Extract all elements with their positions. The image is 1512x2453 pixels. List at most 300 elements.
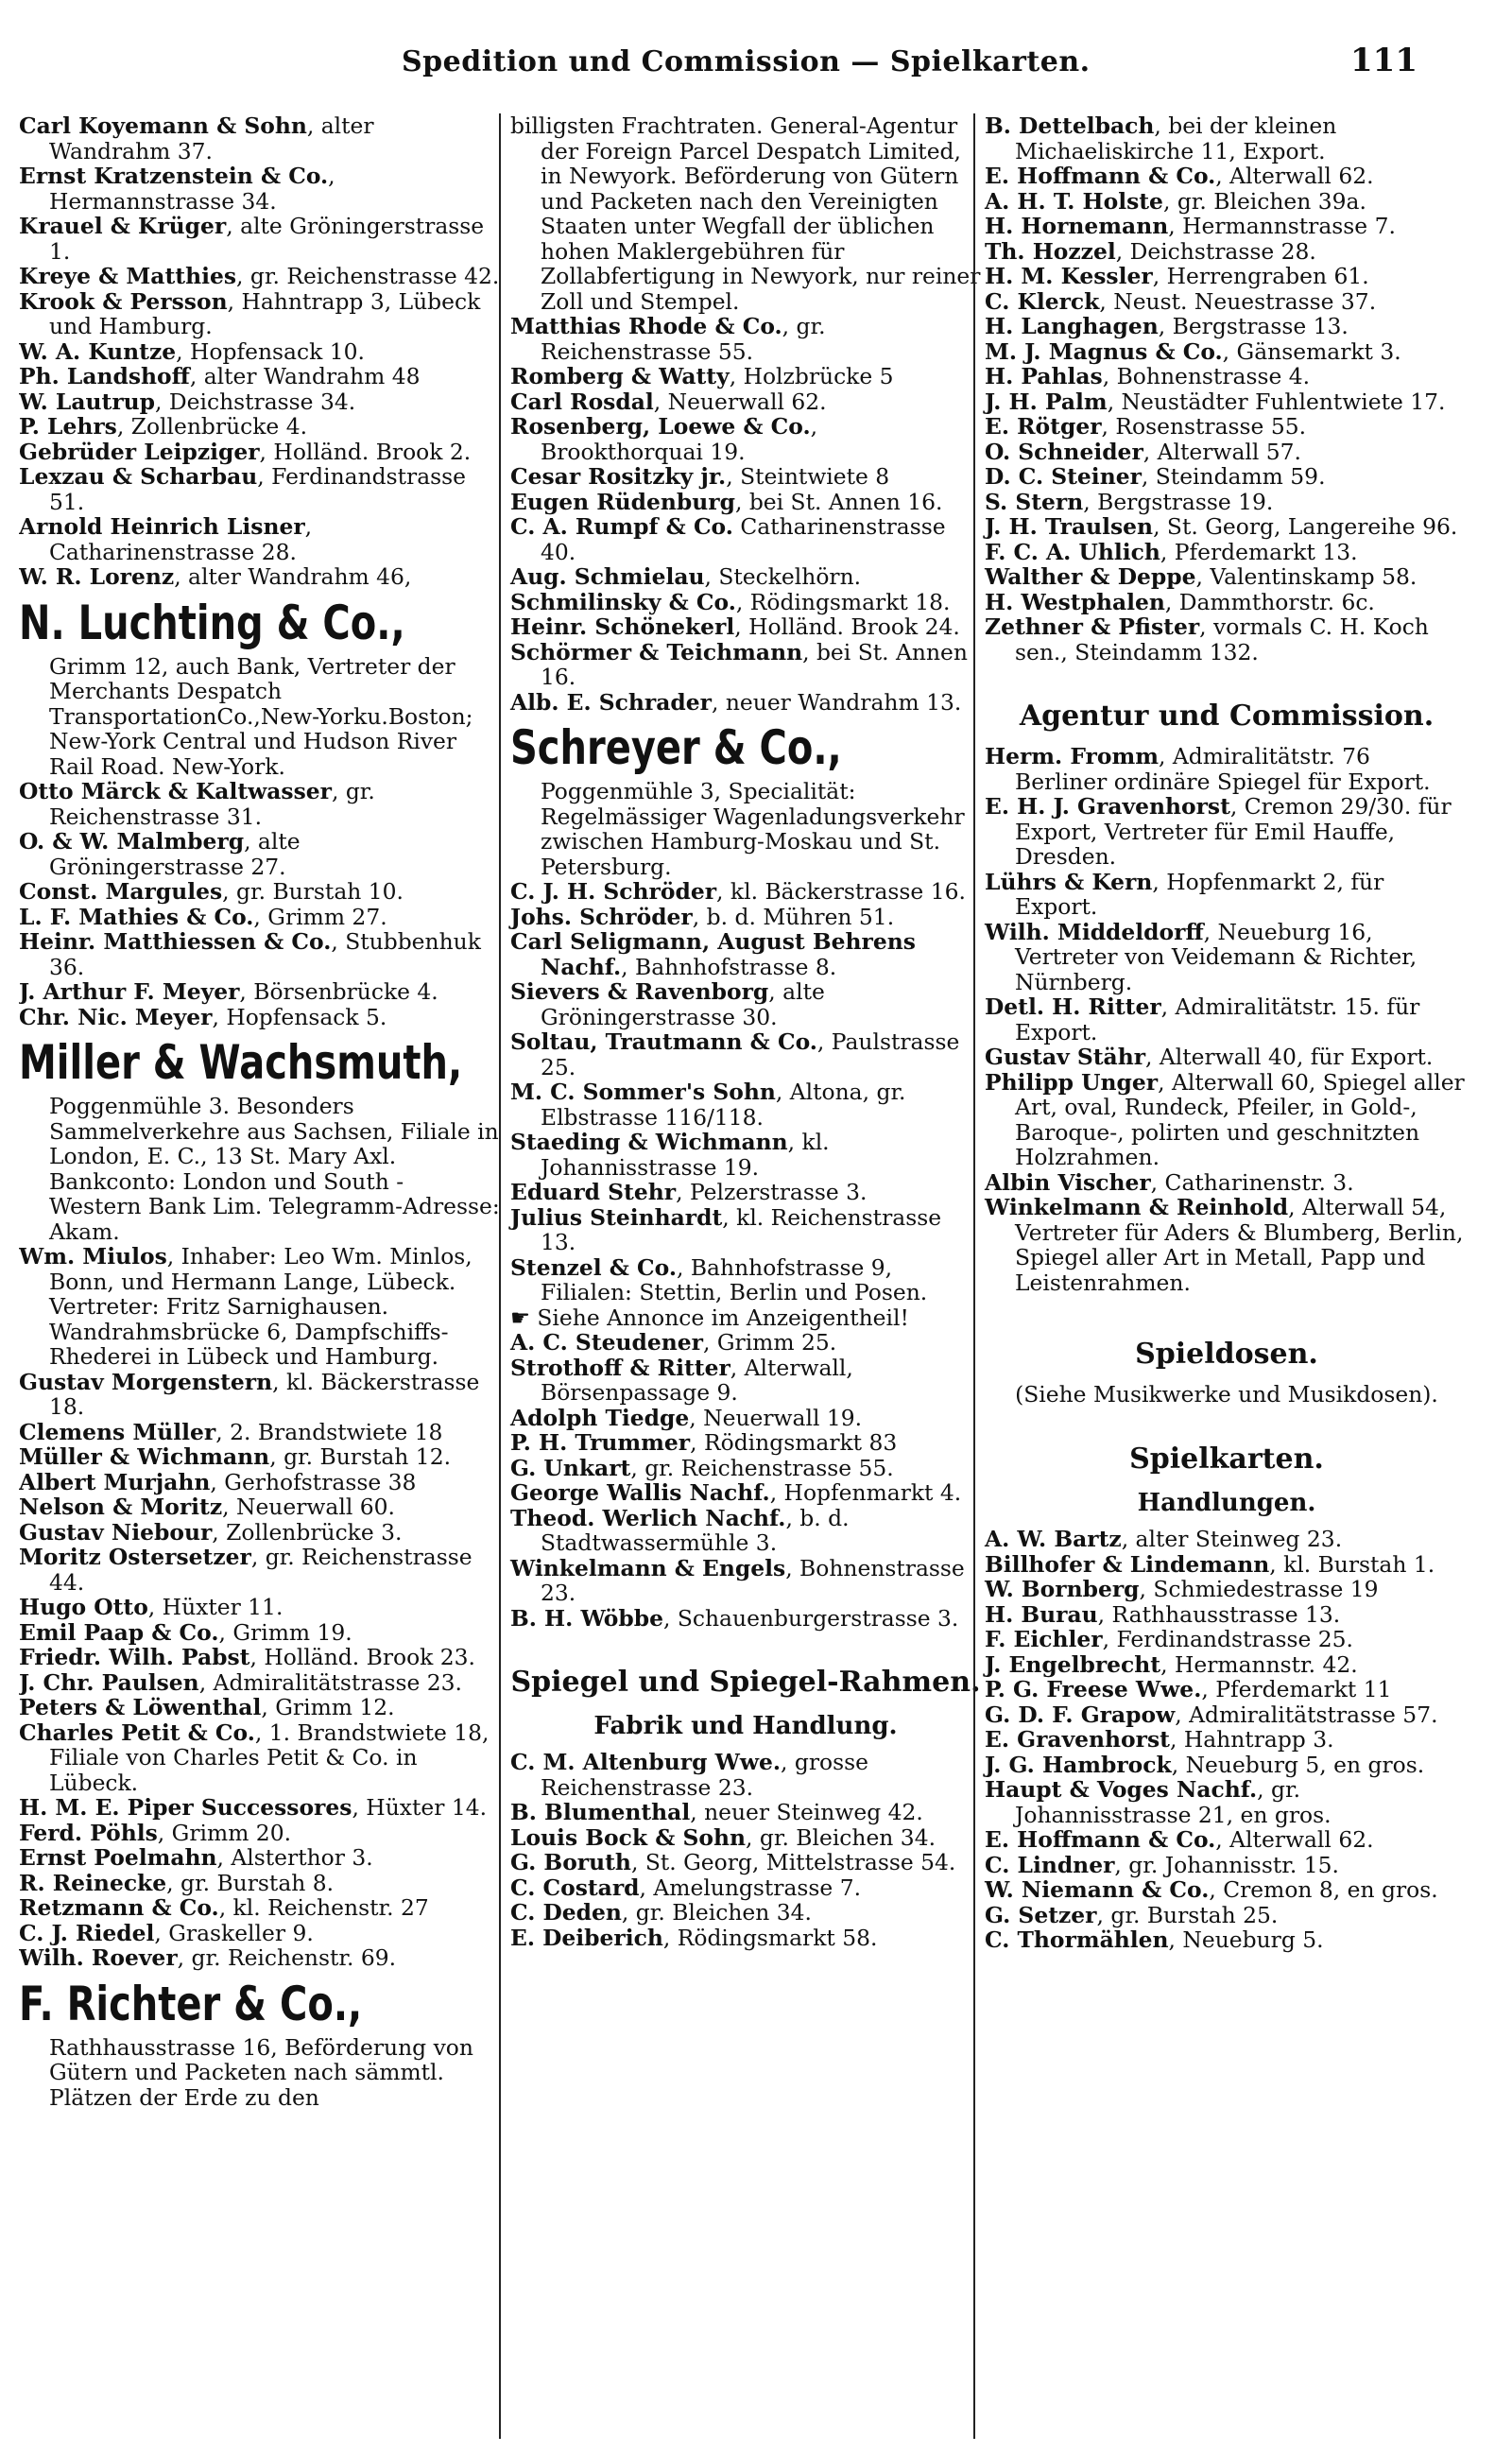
display-company-name: Miller & Wachsmuth, xyxy=(19,1035,463,1090)
entry-address: , gr. Burstah 8. xyxy=(166,1869,335,1896)
directory-entry xyxy=(985,464,1469,490)
entry-address: , Bohnenstrasse 4. xyxy=(1102,363,1311,389)
entry-name: Julius Steinhardt xyxy=(510,1203,723,1231)
entry-name: Emil Paap & Co. xyxy=(19,1618,219,1646)
entry-name: Carl Koyemann & Sohn xyxy=(19,113,307,139)
directory-entry xyxy=(19,829,501,879)
entry-name: E. Hoffmann & Co. xyxy=(985,1826,1216,1853)
directory-entry xyxy=(985,289,1469,315)
entry-address: , Zollenbrücke 3. xyxy=(212,1518,403,1546)
entry-address: , Neuerwall 62. xyxy=(653,388,827,415)
directory-entry xyxy=(19,1444,501,1470)
entry-address: , alte Gröningerstrasse 30. xyxy=(541,978,825,1030)
entry-name: Wm. Miulos xyxy=(19,1243,167,1270)
entry-address: , Graskeller 9. xyxy=(154,1919,314,1946)
entry-name: Carl Rosdal xyxy=(510,388,654,415)
directory-entry xyxy=(510,1556,981,1606)
entry-address: , gr. Bleichen 34. xyxy=(745,1823,936,1851)
directory-entry xyxy=(19,1494,501,1520)
entry-name: W. Lautrup xyxy=(19,388,156,415)
directory-entry xyxy=(985,1927,1469,1953)
entry-name: Gustav Niebour xyxy=(19,1518,213,1546)
entry-address: , gr. Burstah 12. xyxy=(269,1443,452,1470)
directory-entry xyxy=(985,1727,1469,1753)
entry-name: J. Engelbrecht xyxy=(985,1650,1161,1678)
directory-entry xyxy=(510,113,981,314)
entry-name: S. Stern xyxy=(985,488,1084,515)
directory-entry xyxy=(19,364,501,389)
entry-name: P. G. Freese Wwe. xyxy=(985,1676,1202,1702)
entry-name: Otto Märck & Kaltwasser xyxy=(19,778,332,804)
directory-entry xyxy=(510,564,981,590)
directory-entry xyxy=(510,1356,981,1406)
entry-address: , Ferdinandstrasse 25. xyxy=(1102,1626,1353,1652)
display-company-name: Schreyer & Co., xyxy=(510,720,842,775)
entry-name: F. Eichler xyxy=(985,1626,1103,1652)
directory-entry xyxy=(985,364,1469,389)
directory-entry xyxy=(19,1921,501,1946)
directory-entry xyxy=(19,464,501,514)
entry-address: , Admiralitätstrasse 23. xyxy=(198,1668,462,1696)
entry-name: Ernst Kratzenstein & Co. xyxy=(19,163,329,189)
display-company-description: Rathhausstrasse 16, Beförderung von Gütern und Packeten nach sämmtl. Plätzen der Erde zu den xyxy=(49,2033,473,2111)
entry-name: Winkelmann & Reinhold xyxy=(985,1194,1289,1220)
entry-name: E. Gravenhorst xyxy=(985,1726,1170,1753)
entry-name: W. R. Lorenz xyxy=(19,563,175,590)
entry-name: Gustav Stähr xyxy=(985,1044,1146,1070)
entry-name: C. Costard xyxy=(510,1874,640,1901)
directory-entry xyxy=(985,264,1469,289)
directory-entry xyxy=(19,929,501,979)
entry-address: , Gänsemarkt 3. xyxy=(1222,337,1401,365)
entry-address: , Alterwall 57. xyxy=(1143,438,1301,465)
directory-entry xyxy=(510,1480,981,1506)
entry-address: , Neuerwall 60. xyxy=(222,1494,395,1520)
entry-name: Müller & Wichmann xyxy=(19,1443,270,1470)
directory-entry xyxy=(510,1180,981,1205)
entry-name: G. Boruth xyxy=(510,1849,631,1875)
entry-address: , Alterwall, Börsenpassage 9. xyxy=(541,1354,853,1406)
entry-address: , alter Wandrahm 37. xyxy=(49,113,374,164)
entry-address: , gr. Bleichen 34. xyxy=(621,1899,812,1926)
entry-address: , Bahnhofstrasse 8. xyxy=(621,953,837,980)
entry-name: Heinr. Matthiessen & Co. xyxy=(19,928,332,955)
directory-entry xyxy=(985,440,1469,465)
entry-name: E. Rötger xyxy=(985,413,1102,440)
entry-address: , Herrengraben 61. xyxy=(1152,263,1369,289)
subsection-title-fabrik: Fabrik und Handlung. xyxy=(593,1712,898,1740)
entry-address: , Deichstrasse 34. xyxy=(155,388,356,415)
directory-entry xyxy=(985,1627,1469,1652)
entry-address: , Admiralitätstr. 76 Berliner ordinäre Spiegel für Export. xyxy=(1015,743,1431,795)
directory-entry xyxy=(510,1750,981,1800)
directory-entry xyxy=(985,214,1469,239)
entry-name: Ferd. Pöhls xyxy=(19,1819,158,1846)
directory-entry xyxy=(985,870,1469,920)
directory-entry xyxy=(510,1900,981,1926)
directory-entry xyxy=(985,590,1469,615)
directory-entry xyxy=(19,1420,501,1445)
entry-address: , alter Wandrahm 46, xyxy=(174,563,412,590)
entry-name: M. C. Sommer's Sohn xyxy=(510,1079,776,1105)
entry-address: billigsten Frachtraten. General-Agentur der Foreign Parcel Despatch Limited, in Newyork. Beförderung von Gütern und Packeten nach den Vereinigten Staaten unter Wegfall der üblichen hohen Maklergebühren für Zollabfertigung in Newyork, nur reiner Zoll und Stempel. xyxy=(510,113,981,315)
entry-name: J. H. Palm xyxy=(985,388,1108,415)
directory-entry xyxy=(510,640,981,690)
directory-entry xyxy=(985,239,1469,265)
column-2 xyxy=(499,113,981,2439)
entry-address: , gr. Burstah 25. xyxy=(1096,1901,1279,1928)
entry-name: Schörmer & Teichmann xyxy=(510,638,803,665)
directory-entry xyxy=(510,690,981,716)
directory-entry xyxy=(510,1506,981,1556)
directory-entry xyxy=(985,794,1469,870)
entry-name: Albin Vischer xyxy=(985,1168,1151,1196)
entry-address: , Pferdemarkt 11 xyxy=(1201,1676,1392,1702)
entry-name: Louis Bock & Sohn xyxy=(510,1823,746,1851)
directory-entry xyxy=(510,1029,981,1080)
entry-address: , Holländ. Brook 2. xyxy=(259,438,472,465)
entry-address: , bei St. Annen 16. xyxy=(541,638,968,690)
entry-address: , Rödingsmarkt 18. xyxy=(735,588,951,615)
entry-address: , Bohnenstrasse 23. xyxy=(541,1554,965,1606)
directory-entry xyxy=(19,514,501,564)
entry-address: , Neueburg 5, en gros. xyxy=(1171,1751,1425,1778)
directory-entry xyxy=(19,164,501,214)
directory-entry xyxy=(510,1926,981,1951)
entry-address: , Schauenburgerstrasse 3. xyxy=(663,1604,959,1632)
entry-name: D. C. Steiner xyxy=(985,463,1142,490)
entry-name: Herm. Fromm xyxy=(985,743,1159,769)
entry-address: , Hermannstrasse 7. xyxy=(1168,213,1396,239)
entry-address: Catharinenstrasse 40. xyxy=(541,513,946,565)
entry-name: H. Langhagen xyxy=(985,313,1159,339)
entry-address: , Hopfenmarkt 4. xyxy=(769,1479,962,1506)
directory-entry xyxy=(19,1595,501,1620)
entry-name: Eduard Stehr xyxy=(510,1179,677,1205)
entry-address: , gr. Reichenstrasse 31. xyxy=(49,778,375,830)
entry-name: C. M. Altenburg Wwe. xyxy=(510,1749,782,1775)
entry-name: M. J. Magnus & Co. xyxy=(985,337,1223,365)
entry-address: , Rathhausstrasse 13. xyxy=(1097,1600,1341,1628)
entry-address: , Zollenbrücke 4. xyxy=(116,413,308,440)
directory-entry xyxy=(510,514,981,564)
directory-entry xyxy=(19,1470,501,1495)
entry-name: Ph. Landshoff xyxy=(19,363,190,389)
directory-entry xyxy=(510,364,981,389)
page-title: Spedition und Commission — Spielkarten. xyxy=(402,45,1091,78)
entry-name: Philipp Unger xyxy=(985,1068,1159,1096)
entry-address: , Admiralitätstr. 15. für Export. xyxy=(1015,993,1420,1045)
entry-name: Wilh. Roever xyxy=(19,1944,178,1971)
entry-address: , Holzbrücke 5 xyxy=(729,363,894,389)
directory-entry xyxy=(985,113,1469,164)
entry-name: Hugo Otto xyxy=(19,1594,148,1620)
entry-name: J. H. Traulsen xyxy=(985,513,1154,540)
entry-name: J. G. Hambrock xyxy=(985,1751,1172,1778)
section-title-spiegel: Spiegel und Spiegel-Rahmen. xyxy=(510,1666,981,1699)
entry-name: Arnold Heinrich Lisner xyxy=(19,513,305,540)
entry-name: O. & W. Malmberg xyxy=(19,828,245,855)
directory-entry xyxy=(985,1045,1469,1070)
entry-name: Gustav Morgenstern xyxy=(19,1368,273,1395)
entry-address: , Deichstrasse 28. xyxy=(1115,237,1316,265)
entry-name: Matthias Rhode & Co. xyxy=(510,313,782,339)
directory-entry xyxy=(510,1875,981,1901)
directory-entry xyxy=(510,1800,981,1825)
directory-entry xyxy=(510,1255,981,1305)
entry-name: L. F. Mathies & Co. xyxy=(19,903,254,930)
page-number: 111 xyxy=(1350,42,1418,79)
directory-entry xyxy=(985,1702,1469,1728)
entry-address: , Alterwall 40, für Export. xyxy=(1145,1044,1434,1070)
entry-address: , 2. Brandstwiete 18 xyxy=(215,1418,443,1445)
directory-entry xyxy=(985,1527,1469,1552)
entry-address: , Neuerwall 19. xyxy=(689,1404,863,1431)
entry-address: , b. d. Stadtwassermühle 3. xyxy=(541,1504,850,1556)
directory-entry xyxy=(985,1170,1469,1196)
entry-name: Aug. Schmielau xyxy=(510,563,705,590)
directory-entry xyxy=(985,389,1469,415)
entry-address: , Hüxter 11. xyxy=(147,1594,284,1620)
entry-name: E. H. J. Gravenhorst xyxy=(985,793,1230,820)
entry-address: , Cremon 29/30. für Export, Vertreter für Emil Hauffe, Dresden. xyxy=(1015,793,1452,870)
entry-name: P. H. Trummer xyxy=(510,1429,691,1456)
entry-address: , alte Gröningerstrasse 27. xyxy=(49,828,301,880)
entry-address: , gr. Reichenstr. 69. xyxy=(177,1944,397,1971)
entry-name: C. Thormählen xyxy=(985,1926,1169,1953)
section-title-spieldosen: Spieldosen. xyxy=(1135,1338,1318,1371)
directory-entry xyxy=(19,779,501,829)
entry-address: , b. d. Mühren 51. xyxy=(692,903,895,930)
entry-name: Gebrüder Leipziger xyxy=(19,438,260,465)
directory-entry xyxy=(510,614,981,640)
entry-name: Zethner & Pfister xyxy=(985,613,1200,640)
entry-name: Schmilinsky & Co. xyxy=(510,588,736,615)
entry-address: , Alterwall 62. xyxy=(1215,163,1374,189)
entry-address: , bei St. Annen 16. xyxy=(734,488,943,515)
entry-address: , alte Gröningerstrasse 1. xyxy=(49,213,485,265)
directory-entry xyxy=(19,1895,501,1921)
entry-name: A. C. Steudener xyxy=(510,1329,703,1356)
entry-name: W. Bornberg xyxy=(985,1576,1140,1602)
entry-address: , Rosenstrasse 55. xyxy=(1101,413,1307,440)
directory-entry xyxy=(985,1753,1469,1778)
directory-entry xyxy=(510,1130,981,1180)
directory-entry xyxy=(19,1645,501,1670)
entry-name: Wilh. Middeldorff xyxy=(985,918,1204,945)
entry-name: W. Niemann & Co. xyxy=(985,1876,1210,1903)
entry-name: Staeding & Wichmann xyxy=(510,1129,788,1155)
directory-entry xyxy=(510,1330,981,1356)
entry-address: , bei der kleinen Michaeliskirche 11, Export. xyxy=(1015,113,1337,164)
directory-entry xyxy=(985,1652,1469,1678)
entry-address: , Stubbenhuk 36. xyxy=(49,928,481,980)
entry-address: , gr. Johannisstrasse 21, en gros. xyxy=(1015,1776,1332,1828)
entry-address: , gr. Reichenstrasse 55. xyxy=(541,313,826,365)
entry-address: , gr. Reichenstrasse 42. xyxy=(236,263,500,289)
entry-name: Strothoff & Ritter xyxy=(510,1354,730,1381)
entry-address: , Paulstrasse 25. xyxy=(541,1028,960,1080)
entry-name: C. A. Rumpf & Co. xyxy=(510,513,733,540)
entry-name: C. Klerck xyxy=(985,287,1100,315)
directory-entry xyxy=(985,1777,1469,1827)
entry-name: E. Hoffmann & Co. xyxy=(985,163,1216,189)
entry-address: , Hermannstr. 42. xyxy=(1160,1650,1358,1678)
entry-name: Charles Petit & Co. xyxy=(19,1719,255,1746)
entry-address: , Grimm 12. xyxy=(261,1694,395,1720)
entry-address: , gr. Bleichen 39a. xyxy=(1162,187,1366,215)
directory-entry xyxy=(985,744,1469,794)
entry-address: , Pelzerstrasse 3. xyxy=(676,1179,868,1205)
section-title-agentur: Agentur und Commission. xyxy=(1019,700,1435,733)
entry-name: Billhofer & Lindemann xyxy=(985,1550,1270,1578)
entry-name: J. Chr. Paulsen xyxy=(19,1668,199,1696)
section-note-spieldosen: (Siehe Musikwerke und Musikdosen). xyxy=(1015,1381,1438,1408)
directory-entry xyxy=(19,389,501,415)
entry-address: , gr. Burstah 10. xyxy=(222,878,404,905)
directory-entry xyxy=(985,189,1469,215)
entry-address: , Alterwall 54, Vertreter für Aders & Blumberg, Berlin, Spiegel aller Art in Metall, Papp und Leistenrahmen. xyxy=(1015,1194,1464,1296)
entry-name: Th. Hozzel xyxy=(985,237,1116,265)
directory-entry xyxy=(19,1670,501,1696)
directory-entry xyxy=(19,214,501,264)
display-company-name: F. Richter & Co., xyxy=(19,1976,363,2031)
entry-address: , Hüxter 14. xyxy=(352,1794,488,1821)
directory-entry xyxy=(510,464,981,490)
directory-entry xyxy=(510,490,981,515)
entry-name: C. J. Riedel xyxy=(19,1919,155,1946)
entry-name: H. M. Kessler xyxy=(985,263,1153,289)
entry-name: E. Deiberich xyxy=(510,1924,663,1951)
directory-entry xyxy=(19,1244,501,1370)
directory-entry xyxy=(510,1606,981,1632)
entry-name: H. Westphalen xyxy=(985,588,1165,615)
directory-entry xyxy=(510,905,981,930)
entry-address: , Neueburg 5. xyxy=(1168,1926,1324,1953)
entry-address: , Rödingsmarkt 58. xyxy=(662,1924,878,1951)
directory-entry xyxy=(985,1877,1469,1903)
column-3 xyxy=(973,113,1469,2439)
entry-name: Ernst Poelmahn xyxy=(19,1844,217,1871)
entry-address: , St. Georg, Langereihe 96. xyxy=(1153,513,1458,540)
directory-entry xyxy=(19,1945,501,1971)
entry-name: Winkelmann & Engels xyxy=(510,1554,786,1581)
entry-address: , Inhaber: Leo Wm. Minlos, Bonn, und Hermann Lange, Lübeck. Vertreter: Fritz Sarnighausen. Wandrahmsbrücke 6, Dampfschiffs-Rhederei in Lübeck und Hamburg. xyxy=(49,1243,472,1370)
directory-entry xyxy=(510,1430,981,1456)
directory-entry xyxy=(985,314,1469,339)
entry-name: Carl Seligmann, August Behrens Nachf. xyxy=(510,928,916,980)
entry-name: Detl. H. Ritter xyxy=(985,993,1161,1020)
entry-address: , neuer Steinweg 42. xyxy=(690,1799,923,1825)
directory-entry xyxy=(19,1545,501,1595)
entry-name: Soltau, Trautmann & Co. xyxy=(510,1028,817,1055)
entry-name: George Wallis Nachf. xyxy=(510,1479,770,1506)
directory-entry xyxy=(19,879,501,905)
entry-address: , gr. Reichenstrasse 55. xyxy=(630,1454,894,1481)
entry-address: , Neustädter Fuhlentwiete 17. xyxy=(1107,388,1446,415)
directory-entry xyxy=(510,979,981,1029)
entry-name: A. H. T. Holste xyxy=(985,187,1163,215)
entry-address: , Cremon 8, en gros. xyxy=(1209,1876,1438,1903)
entry-address: , Bergstrasse 19. xyxy=(1083,488,1274,515)
entry-name: Lexzau & Scharbau xyxy=(19,463,258,490)
directory-entry xyxy=(510,1305,981,1331)
directory-entry xyxy=(985,1577,1469,1602)
directory-entry xyxy=(510,1825,981,1851)
entry-name: Heinr. Schönekerl xyxy=(510,613,735,640)
entry-address: , Hopfensack 5. xyxy=(212,1003,387,1030)
entry-name: Rosenberg, Loewe & Co. xyxy=(510,413,811,440)
entry-address: , kl. Reichenstr. 27 xyxy=(218,1894,429,1921)
entry-address: , Holländ. Brook 24. xyxy=(734,613,960,640)
subsection-title-handlungen: Handlungen. xyxy=(1137,1489,1316,1517)
entry-address: , gr. Johannisstr. 15. xyxy=(1114,1851,1339,1878)
entry-address: , kl. Burstah 1. xyxy=(1269,1550,1435,1578)
directory-entry xyxy=(19,979,501,1005)
display-company-description: Grimm 12, auch Bank, Vertreter der Merchants Despatch TransportationCo.,New-Yorku.Boston; New-York Central und Hudson River Rail Road. New-York. xyxy=(49,652,473,780)
entry-address: , Grimm 19. xyxy=(218,1618,352,1646)
directory-entry xyxy=(510,1205,981,1255)
entry-name: G. Unkart xyxy=(510,1454,631,1481)
section-title-spielkarten: Spielkarten. xyxy=(1129,1442,1324,1476)
directory-entry xyxy=(985,1552,1469,1578)
directory-entry xyxy=(19,564,501,590)
directory-entry xyxy=(985,1070,1469,1170)
entry-name: Johs. Schröder xyxy=(510,903,693,930)
entry-name: Haupt & Voges Nachf. xyxy=(985,1776,1258,1803)
entry-address: , Grimm 27. xyxy=(253,903,387,930)
directory-entry xyxy=(510,1080,981,1130)
directory-entry xyxy=(19,1620,501,1646)
directory-entry xyxy=(985,514,1469,540)
entry-name: P. Lehrs xyxy=(19,413,117,440)
entry-name: C. J. H. Schröder xyxy=(510,878,717,905)
entry-address: , Schmiedestrasse 19 xyxy=(1139,1576,1379,1602)
entry-name: G. D. F. Grapow xyxy=(985,1701,1176,1728)
entry-name: Cesar Rositzky jr. xyxy=(510,463,727,490)
entry-name: Clemens Müller xyxy=(19,1418,216,1445)
column-1 xyxy=(19,113,501,2439)
entry-address: , Catharinenstr. 3. xyxy=(1150,1168,1354,1196)
directory-entry xyxy=(19,1005,501,1030)
entry-address: , Hopfensack 10. xyxy=(176,337,365,365)
entry-name: Alb. E. Schrader xyxy=(510,688,712,716)
entry-name: J. Arthur F. Meyer xyxy=(19,978,240,1005)
entry-name: Eugen Rüdenburg xyxy=(510,488,735,515)
directory-entry xyxy=(19,1370,501,1420)
entry-name: Lührs & Kern xyxy=(985,868,1153,895)
directory-entry xyxy=(985,1195,1469,1295)
entry-name: B. Dettelbach xyxy=(985,113,1155,139)
entry-name: B. Blumenthal xyxy=(510,1799,691,1825)
entry-address: , Bergstrasse 13. xyxy=(1158,313,1349,339)
entry-name: Kreye & Matthies xyxy=(19,263,237,289)
directory-entry xyxy=(985,1853,1469,1878)
entry-address: , Rödingsmarkt 83 xyxy=(690,1429,898,1456)
entry-name: Moritz Ostersetzer xyxy=(19,1544,251,1570)
directory-entry xyxy=(985,339,1469,365)
directory-entry xyxy=(985,920,1469,995)
entry-name: Adolph Tiedge xyxy=(510,1404,690,1431)
display-company-description: Poggenmühle 3, Specialität: Regelmässiger Wagenladungsverkehr zwischen Hamburg-Moskau und St. Petersburg. xyxy=(541,778,965,880)
directory-entry xyxy=(19,1720,501,1796)
entry-address: , St. Georg, Mittelstrasse 54. xyxy=(630,1849,956,1875)
directory-entry xyxy=(985,1903,1469,1928)
entry-address: , Altona, gr. Elbstrasse 116/118. xyxy=(541,1079,906,1131)
directory-entry xyxy=(19,1821,501,1846)
directory-entry xyxy=(19,440,501,465)
display-company-description: Poggenmühle 3. Besonders Sammelverkehre aus Sachsen, Filiale in London, E. C., 13 St. Mary Axl. Bankconto: London und South - Western Bank Lim. Telegramm-Adresse: Akam. xyxy=(49,1093,500,1245)
